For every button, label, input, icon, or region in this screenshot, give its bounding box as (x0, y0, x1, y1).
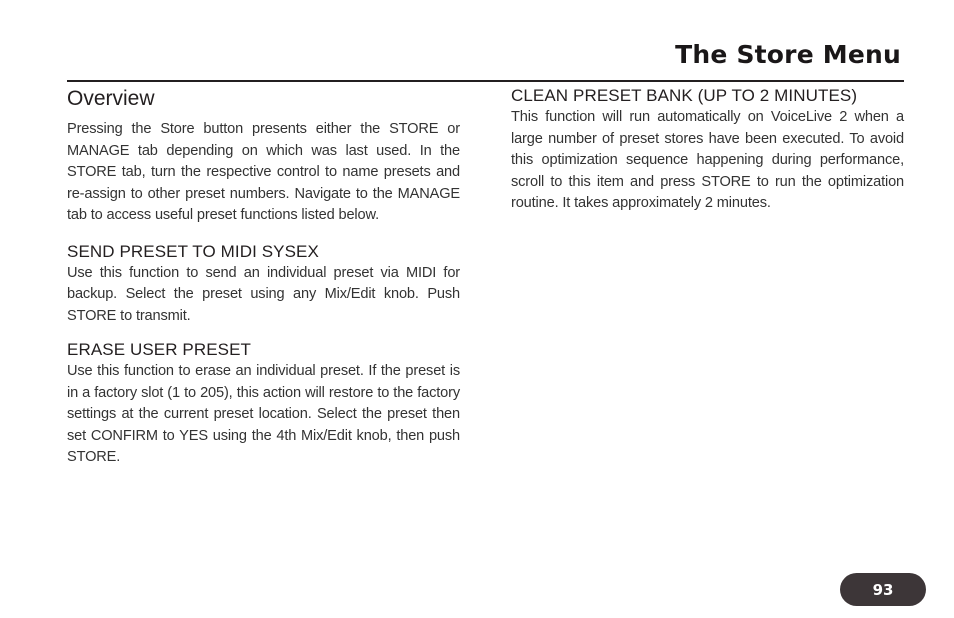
clean-bank-heading: CLEAN PRESET BANK (UP TO 2 MINUTES) (511, 86, 858, 105)
overview-section (67, 86, 460, 227)
left-column (67, 86, 460, 481)
erase-preset-heading: ERASE USER PRESET (67, 340, 252, 359)
send-preset-heading: SEND PRESET TO MIDI SYSEX (67, 241, 319, 261)
clean-bank-section (511, 85, 904, 215)
erase-preset-body: Use this function to erase an individual preset. If the preset is in a factory slot (1 to 205), this action will restore to the factory settings at the current preset location. Select the preset then set CONFIRM to YES using the 4th Mix/Edit knob, then push STORE. (67, 363, 460, 465)
overview-body: Pressing the Store button presents either the STORE or MANAGE tab depending on which was last used. In the STORE tab, turn the respective control to name presets and re-assign to other preset numbers. Navigate to the MANAGE tab to access useful preset functions listed below. (67, 121, 460, 223)
page-number-badge (840, 573, 926, 606)
page-number: 93 (872, 580, 894, 599)
title-divider (67, 80, 904, 82)
erase-preset-section (67, 339, 460, 469)
clean-bank-body: This function will run automatically on VoiceLive 2 when a large number of preset stores have been executed. To avoid this optimization sequence happening during performance, scroll to this item and press STORE to run the optimization routine. It takes approximately 2 minutes. (511, 109, 904, 211)
send-preset-body: Use this function to send an individual preset via MIDI for backup. Select the preset using any Mix/Edit knob. Push STORE to transmit. (67, 264, 460, 324)
overview-heading: Overview (67, 87, 155, 110)
page-title: The Store Menu (675, 40, 901, 69)
right-column (511, 85, 904, 227)
send-preset-section (67, 241, 460, 328)
